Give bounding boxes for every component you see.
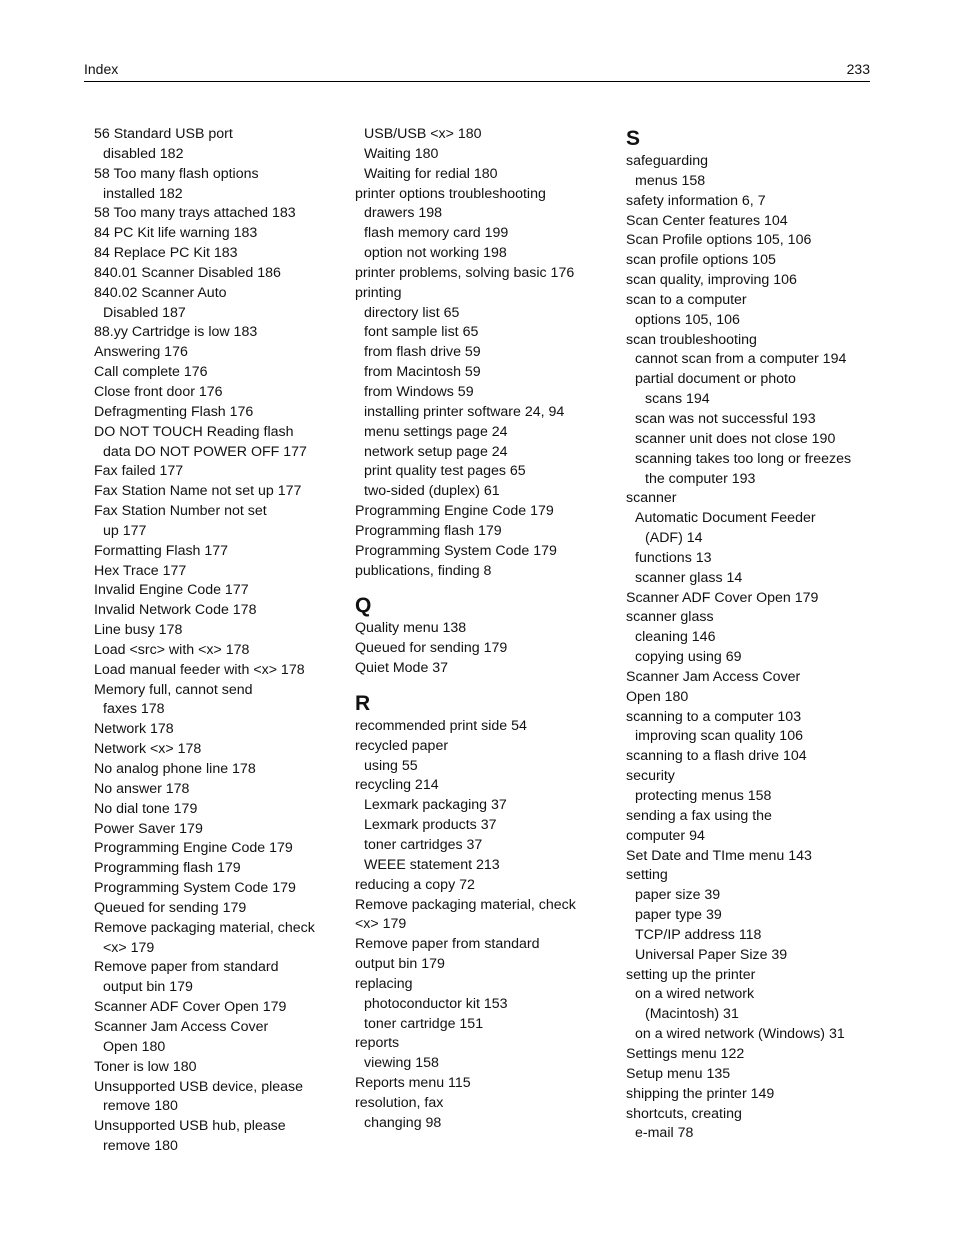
index-entry: Queued for sending 179 xyxy=(94,899,247,916)
header-section-title: Index xyxy=(84,61,119,77)
index-entry: disabled 182 xyxy=(103,145,184,162)
index-entry: WEEE statement 213 xyxy=(364,856,500,873)
index-entry: remove 180 xyxy=(103,1138,178,1155)
index-entry: Programming Engine Code 179 xyxy=(94,840,293,857)
index-entry: Remove paper from standard xyxy=(355,936,540,953)
index-entry: Network <x> 178 xyxy=(94,741,202,758)
index-entry: 84 Replace PC Kit 183 xyxy=(94,245,238,262)
index-entry: copying using 69 xyxy=(635,649,742,666)
index-entry: installed 182 xyxy=(103,185,183,202)
index-entry: DO NOT TOUCH Reading flash xyxy=(94,423,294,440)
index-entry: No answer 178 xyxy=(94,780,190,797)
index-entry: scanner xyxy=(626,490,677,507)
index-entry: improving scan quality 106 xyxy=(635,728,803,745)
header-page-number: 233 xyxy=(846,61,870,77)
index-entry: Formatting Flash 177 xyxy=(94,542,229,559)
index-entry: viewing 158 xyxy=(364,1055,439,1072)
index-entry: 58 Too many flash options xyxy=(94,165,259,182)
index-entry: up 177 xyxy=(103,522,147,539)
index-entry: Remove packaging material, check xyxy=(355,896,576,913)
index-entry: scanner glass xyxy=(626,609,714,626)
index-entry: Queued for sending 179 xyxy=(355,640,508,657)
index-entry: output bin 179 xyxy=(103,979,193,996)
index-entry: Line busy 178 xyxy=(94,622,183,639)
index-entry: Settings menu 122 xyxy=(626,1045,745,1062)
index-entry: USB/USB <x> 180 xyxy=(364,126,482,142)
index-entry: on a wired network (Windows) 31 xyxy=(635,1026,845,1043)
index-entry: Call complete 176 xyxy=(94,364,208,381)
index-entry: e-mail 78 xyxy=(635,1125,694,1142)
index-entry: Setup menu 135 xyxy=(626,1065,731,1082)
index-entry: Toner is low 180 xyxy=(94,1058,197,1075)
index-entry: computer 94 xyxy=(626,827,705,844)
index-entry: toner cartridge 151 xyxy=(364,1015,484,1032)
index-entry: Network 178 xyxy=(94,721,174,738)
index-entry: <x> 179 xyxy=(103,939,155,956)
index-entry: recycled paper xyxy=(355,737,449,754)
index-entry: changing 98 xyxy=(364,1114,442,1131)
index-entry: Fax failed 177 xyxy=(94,463,184,480)
index-entry: 56 Standard USB port xyxy=(94,126,233,142)
index-entry: printer problems, solving basic 176 xyxy=(355,264,575,281)
index-entry: remove 180 xyxy=(103,1098,178,1115)
index-entry: option not working 198 xyxy=(364,245,507,262)
index-entry: recommended print side 54 xyxy=(355,717,527,734)
index-entry: Programming System Code 179 xyxy=(94,880,296,897)
index-entry: scan quality, improving 106 xyxy=(626,272,797,289)
index-entry: Set Date and TIme menu 143 xyxy=(626,847,812,864)
index-entry: Disabled 187 xyxy=(103,304,186,321)
index-entry: options 105, 106 xyxy=(635,311,740,328)
index-entry: shipping the printer 149 xyxy=(626,1085,775,1102)
index-entry: Unsupported USB device, please xyxy=(94,1078,303,1095)
index-entry: Waiting 180 xyxy=(364,145,439,162)
index-entry: scanning to a computer 103 xyxy=(626,708,802,725)
header-rule xyxy=(84,81,870,82)
index-entry: scan profile options 105 xyxy=(626,252,776,269)
index-entry: menus 158 xyxy=(635,172,706,189)
index-entry: TCP/IP address 118 xyxy=(635,926,762,943)
index-entry: scan was not successful 193 xyxy=(635,410,816,427)
index-entry: photoconductor kit 153 xyxy=(364,995,508,1012)
index-entry: drawers 198 xyxy=(364,205,443,222)
index-entry: directory list 65 xyxy=(364,304,460,321)
index-entry: scanner glass 14 xyxy=(635,569,743,586)
index-column-1 xyxy=(94,125,344,1157)
index-entry: safety information 6, 7 xyxy=(626,192,766,209)
index-entry: Reports menu 115 xyxy=(355,1075,471,1092)
index-entry: Open 180 xyxy=(626,688,689,705)
index-entry: setting xyxy=(626,867,668,884)
index-entry: toner cartridges 37 xyxy=(364,837,483,853)
index-letter-heading: Q xyxy=(355,594,372,618)
index-entry: Programming System Code 179 xyxy=(355,542,557,559)
index-entry: font sample list 65 xyxy=(364,324,479,341)
index-entry: Quality menu 138 xyxy=(355,620,467,637)
index-column-3 xyxy=(626,126,926,1144)
index-letter-heading: S xyxy=(626,127,641,150)
index-entry: flash memory card 199 xyxy=(364,225,509,242)
index-entry: Scanner ADF Cover Open 179 xyxy=(626,589,819,606)
index-entry: the computer 193 xyxy=(645,470,756,487)
index-entry: Universal Paper Size 39 xyxy=(635,946,788,963)
index-entry: Scan Center features 104 xyxy=(626,212,788,229)
index-entry: cleaning 146 xyxy=(635,629,716,646)
index-entry: scanner unit does not close 190 xyxy=(635,430,836,447)
index-entry: printer options troubleshooting xyxy=(355,185,546,202)
index-entry: menu settings page 24 xyxy=(364,423,508,440)
index-entry: recycling 214 xyxy=(355,777,439,794)
index-entry: Open 180 xyxy=(103,1038,166,1055)
index-entry: resolution, fax xyxy=(355,1094,444,1111)
index-entry: Defragmenting Flash 176 xyxy=(94,403,254,420)
index-entry: installing printer software 24, 94 xyxy=(364,403,565,420)
index-entry: Fax Station Number not set xyxy=(94,503,267,520)
index-entry: Unsupported USB hub, please xyxy=(94,1118,286,1135)
index-entry: No dial tone 179 xyxy=(94,800,198,817)
index-entry: 840.02 Scanner Auto xyxy=(94,284,227,301)
index-entry: setting up the printer xyxy=(626,966,756,983)
index-entry: using 55 xyxy=(364,757,418,774)
index-entry: faxes 178 xyxy=(103,701,165,718)
index-entry: shortcuts, creating xyxy=(626,1105,742,1122)
index-entry: data DO NOT POWER OFF 177 xyxy=(103,443,307,460)
index-entry: paper type 39 xyxy=(635,907,722,924)
index-entry: Invalid Engine Code 177 xyxy=(94,582,249,599)
index-entry: 840.01 Scanner Disabled 186 xyxy=(94,264,281,281)
index-entry: from flash drive 59 xyxy=(364,344,481,361)
index-entry: network setup page 24 xyxy=(364,443,508,460)
index-entry: two-sided (duplex) 61 xyxy=(364,483,500,500)
index-entry: reports xyxy=(355,1035,400,1052)
index-entry: Scanner Jam Access Cover xyxy=(94,1018,269,1035)
index-entry: Programming Engine Code 179 xyxy=(355,503,554,520)
index-entry: Lexmark products 37 xyxy=(364,817,497,834)
index-entry: Close front door 176 xyxy=(94,383,223,400)
index-entry: safeguarding xyxy=(626,153,709,169)
index-letter-heading: R xyxy=(355,691,371,715)
index-entry: Remove packaging material, check xyxy=(94,919,315,936)
index-entry: partial document or photo xyxy=(635,371,796,388)
index-entry: scan to a computer xyxy=(626,291,747,308)
index-entry: (Macintosh) 31 xyxy=(645,1006,739,1023)
index-entry: Power Saver 179 xyxy=(94,820,203,837)
index-entry: print quality test pages 65 xyxy=(364,463,526,480)
index-entry: <x> 179 xyxy=(355,916,407,933)
index-entry: reducing a copy 72 xyxy=(355,876,475,893)
index-entry: Invalid Network Code 178 xyxy=(94,602,257,619)
index-entry: scans 194 xyxy=(645,391,710,408)
index-entry: 58 Too many trays attached 183 xyxy=(94,205,296,222)
index-entry: 88.yy Cartridge is low 183 xyxy=(94,324,258,341)
index-entry: printing xyxy=(355,284,402,301)
index-entry: sending a fax using the xyxy=(626,807,772,824)
index-entry: Lexmark packaging 37 xyxy=(364,797,507,814)
index-entry: Waiting for redial 180 xyxy=(364,165,498,182)
index-entry: publications, finding 8 xyxy=(355,562,492,579)
index-entry: scan troubleshooting xyxy=(626,331,757,348)
index-entry: scanning takes too long or freezes xyxy=(635,450,852,467)
index-entry: Hex Trace 177 xyxy=(94,562,187,579)
index-entry: Automatic Document Feeder xyxy=(635,510,816,527)
index-entry: Quiet Mode 37 xyxy=(355,660,449,677)
index-entry: paper size 39 xyxy=(635,887,721,904)
index-entry: No analog phone line 178 xyxy=(94,761,256,777)
index-entry: Scanner Jam Access Cover xyxy=(626,668,801,685)
index-column-2 xyxy=(355,125,620,1134)
index-entry: Fax Station Name not set up 177 xyxy=(94,483,302,500)
index-entry: Load manual feeder with <x> 178 xyxy=(94,661,305,678)
index-entry: Scanner ADF Cover Open 179 xyxy=(94,999,287,1016)
index-entry: Programming flash 179 xyxy=(94,860,241,877)
index-entry: cannot scan from a computer 194 xyxy=(635,351,847,368)
index-entry: from Macintosh 59 xyxy=(364,364,481,381)
index-entry: security xyxy=(626,768,675,785)
index-entry: Memory full, cannot send xyxy=(94,681,253,698)
index-entry: Load <src> with <x> 178 xyxy=(94,641,250,658)
index-entry: (ADF) 14 xyxy=(645,530,703,547)
index-entry: Scan Profile options 105, 106 xyxy=(626,232,812,249)
index-entry: Answering 176 xyxy=(94,344,188,361)
index-entry: on a wired network xyxy=(635,986,755,1003)
index-entry: output bin 179 xyxy=(355,956,445,973)
index-entry: from Windows 59 xyxy=(364,383,474,400)
index-entry: functions 13 xyxy=(635,549,712,566)
index-entry: Remove paper from standard xyxy=(94,959,279,976)
index-entry: scanning to a flash drive 104 xyxy=(626,748,807,765)
index-entry: protecting menus 158 xyxy=(635,788,772,804)
index-entry: Programming flash 179 xyxy=(355,522,502,539)
index-entry: 84 PC Kit life warning 183 xyxy=(94,225,258,242)
index-entry: replacing xyxy=(355,975,413,992)
